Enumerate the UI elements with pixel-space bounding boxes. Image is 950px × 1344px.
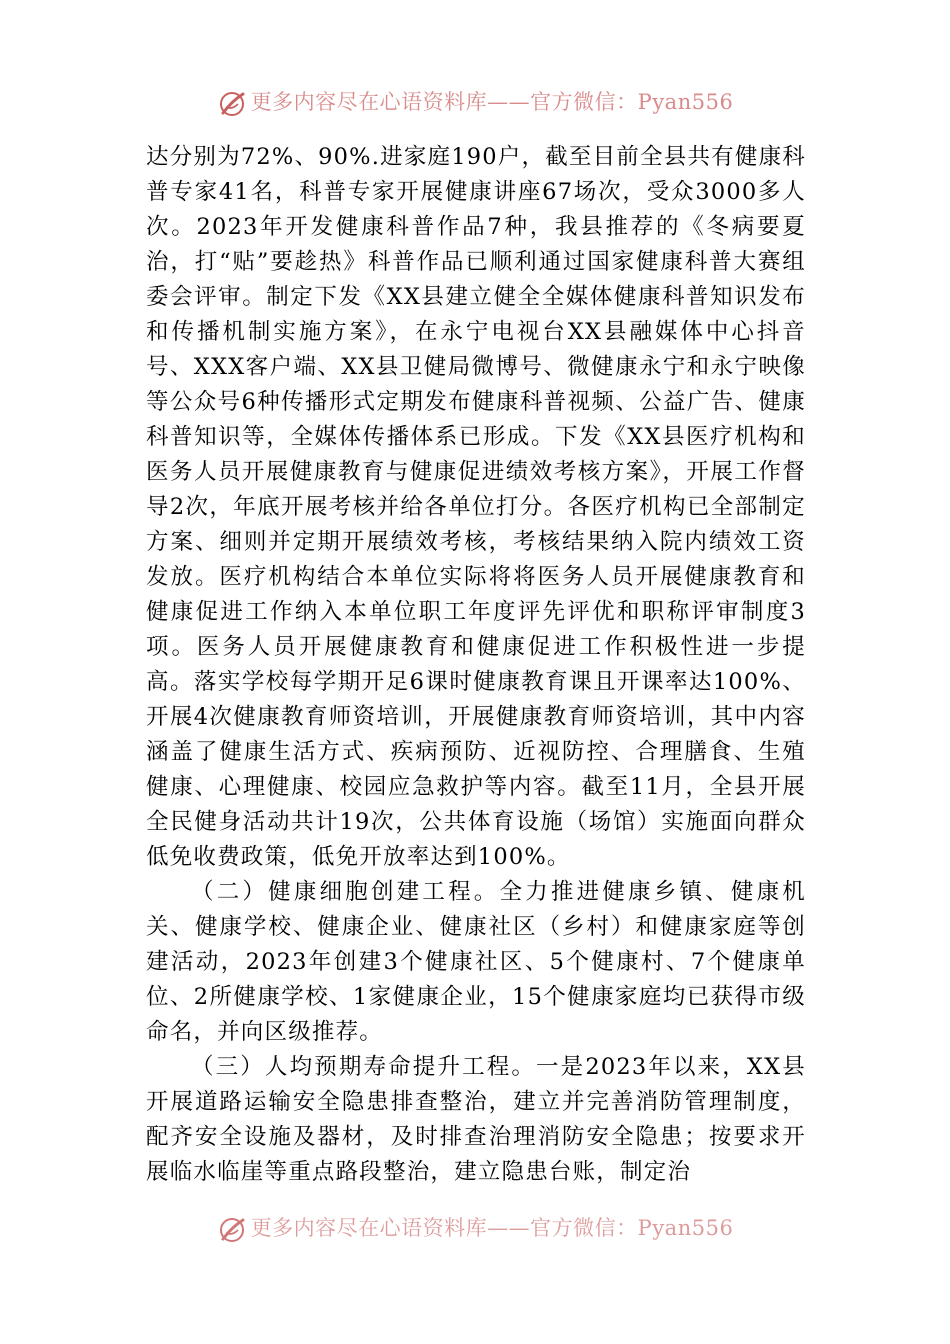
- paragraph-3-text: 一是2023年以来，XX县开展道路运输安全隐患排查整治，建立并完善消防管理制度，配齐安全设施及器材，及时排查治理消防安全隐患；按要求开展临水临崖等重点路段整治，建立隐患台账，制定治: [146, 1054, 806, 1185]
- watermark-header-text: 更多内容尽在心语资料库——官方微信：Pyan556: [250, 90, 734, 114]
- watermark-header: [0, 86, 950, 119]
- watermark-footer: [0, 1212, 950, 1245]
- document-body: [146, 140, 806, 1190]
- paragraph-3: [146, 1050, 806, 1190]
- paragraph-1-text: 达分别为72%、90%.进家庭190户，截至目前全县共有健康科普专家41名，科普专家开展健康讲座67场次，受众3000多人次。2023年开发健康科普作品7种，我县推荐的《冬病要夏治，打“贴”要趁热》科普作品已顺利通过国家健康科普大赛组委会评审。制定下发《XX县建立健全全媒体健康科普知识发布和传播机制实施方案》，在永宁电视台XX县融媒体中心抖音号、XXX客户端、XX县卫健局微博号、微健康永宁和永宁映像等公众号6种传播形式定期发布健康科普视频、公益广告、健康科普知识等，全媒体传播体系已形成。下发《XX县医疗机构和医务人员开展健康教育与健康促进绩效考核方案》，开展工作督导2次，年底开展考核并给各单位打分。各医疗机构已全部制定方案、细则并定期开展绩效考核，考核结果纳入院内绩效工资发放。医疗机构结合本单位实际将将医务人员开展健康教育和健康促进工作纳入本单位职工年度评先评优和职称评审制度3项。医务人员开展健康教育和健康促进工作积极性进一步提高。落实学校每学期开足6课时健康教育课且开课率达100%、开展4次健康教育师资培训，开展健康教育师资培训，其中内容涵盖了健康生活方式、疾病预防、近视防控、合理膳食、生殖健康、心理健康、校园应急救护等内容。截至11月，全县开展全民健身活动共计19次，公共体育设施（场馆）实施面向群众低免收费政策，低免开放率达到100%。: [146, 144, 806, 870]
- brush-logo-icon: [217, 1215, 247, 1245]
- brush-logo-icon: [217, 89, 247, 119]
- paragraph-2-heading: （二）健康细胞创建工程。: [191, 879, 500, 905]
- paragraph-2: [146, 875, 806, 1050]
- paragraph-2-text: 全力推进健康乡镇、健康机关、健康学校、健康企业、健康社区（乡村）和健康家庭等创建活动，2023年创建3个健康社区、5个健康村、7个健康单位、2所健康学校、1家健康企业，15个健康家庭均已获得市级命名，并向区级推荐。: [146, 879, 806, 1045]
- watermark-footer-text: 更多内容尽在心语资料库——官方微信：Pyan556: [250, 1216, 734, 1240]
- paragraph-3-heading: （三）人均预期寿命提升工程。: [191, 1054, 537, 1080]
- paragraph-1: [146, 140, 806, 875]
